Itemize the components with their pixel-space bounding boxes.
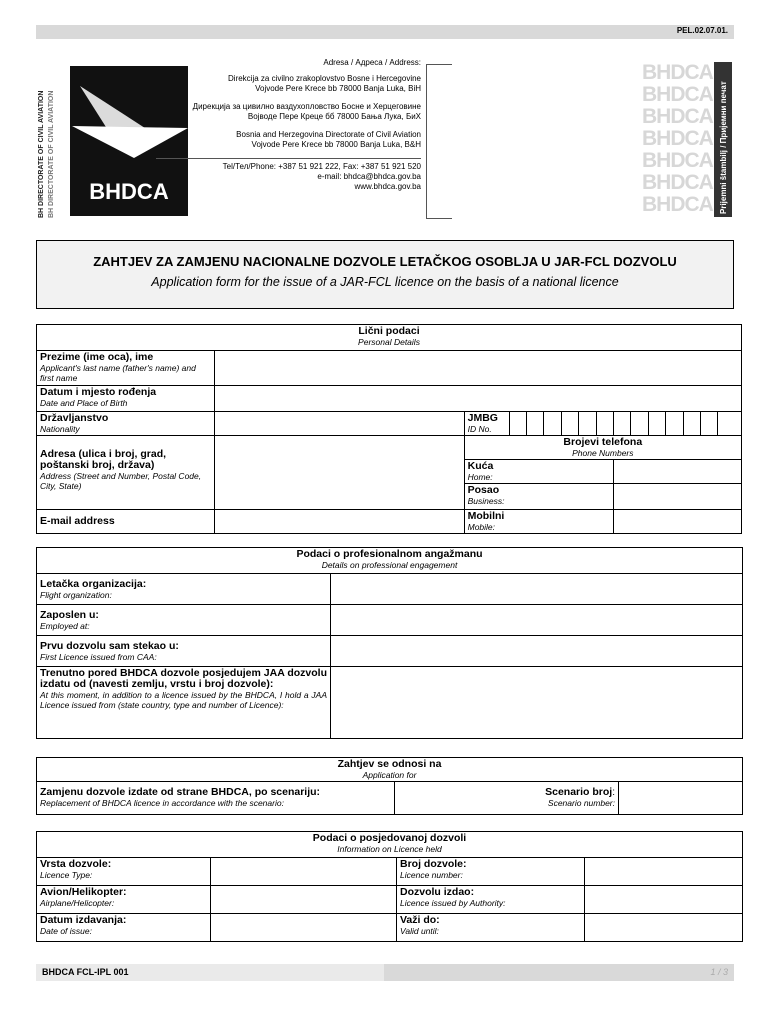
licence-number-label: Broj dozvole: Licence number: <box>397 858 585 886</box>
licence-held-table <box>36 831 743 942</box>
employed-field[interactable] <box>331 605 743 636</box>
licence-type-field[interactable] <box>211 858 397 886</box>
first-licence-field[interactable] <box>331 636 743 667</box>
footer-page-number: 1 / 3 <box>710 967 728 977</box>
vertical-org-text-2: BH DIRECTORATE OF CIVIL AVIATION <box>48 90 55 218</box>
vertical-org-name-2 <box>48 68 70 218</box>
jmbg-digit-13[interactable] <box>718 412 742 436</box>
address-sr-line2: Војводе Пере Креце бб 78000 Бања Лука, БиХ <box>247 112 421 121</box>
email-label: E-mail address <box>37 510 215 534</box>
issued-by-label: Dozvolu izdao: Licence issued by Authority: <box>397 886 585 914</box>
personal-head-en: Personal Details <box>358 337 420 347</box>
top-bar <box>36 25 734 39</box>
personal-details-header <box>37 325 742 351</box>
application-table <box>36 757 743 815</box>
dob-field[interactable] <box>215 386 742 412</box>
employed-label: Zaposlen u: Employed at: <box>37 605 331 636</box>
address-divider <box>156 158 421 159</box>
address-sr-line1: Дирекција за цивилно ваздухопловство Босне и Херцеговине <box>192 102 421 111</box>
scenario-label: Scenario broj: Scenario number: <box>395 782 619 815</box>
jaa-licence-label: Trenutno pored BHDCA dozvole posjedujem JAA dozvolu izdatu od (navesti zemlju, vrstu i broj dozvole): At this moment, in addition to a licence issued by the BHDCA, I hold a JAA Licence issued from (state country, type and number of Licence): <box>37 667 331 739</box>
aircraft-label: Avion/Helikopter: Airplane/Helicopter: <box>37 886 211 914</box>
address-en-line1: Bosnia and Herzegovina Directorate of Civil Aviation <box>236 130 421 139</box>
jmbg-digit-10[interactable] <box>666 412 683 436</box>
first-licence-label: Prvu dozvolu sam stekao u: First Licence issued from CAA: <box>37 636 331 667</box>
jmbg-digit-5[interactable] <box>579 412 596 436</box>
jmbg-digit-7[interactable] <box>613 412 630 436</box>
licence-header: Podaci o posjedovanoj dozvoli Information on Licence held <box>37 832 743 858</box>
address-block <box>156 58 421 192</box>
address-phone: Tel/Тел/Phone: +387 51 921 222, Fax: +387 51 921 520 <box>222 162 421 171</box>
application-header: Zahtjev se odnosi na Application for <box>37 758 743 782</box>
form-title-box <box>36 240 734 309</box>
address-web: www.bhdca.gov.ba <box>354 182 421 191</box>
document-code: PEL.02.07.01. <box>676 26 728 35</box>
address-bs-line2: Vojvode Pere Krece bb 78000 Banja Luka, BiH <box>255 84 421 93</box>
home-phone-label: Kuća Home: <box>464 460 613 484</box>
mobile-phone-field[interactable] <box>613 510 741 534</box>
nationality-field[interactable] <box>215 412 465 436</box>
jmbg-digit-6[interactable] <box>596 412 613 436</box>
email-field[interactable] <box>215 510 465 534</box>
address-email: e-mail: bhdca@bhdca.gov.ba <box>317 172 421 181</box>
jmbg-label: JMBG ID No. <box>464 412 509 436</box>
jmbg-digit-9[interactable] <box>648 412 665 436</box>
jmbg-digit-2[interactable] <box>527 412 544 436</box>
valid-until-label: Važi do: Valid until: <box>397 914 585 942</box>
address-bracket <box>426 64 452 219</box>
jmbg-digit-4[interactable] <box>561 412 578 436</box>
business-phone-label: Posao Business: <box>464 484 613 510</box>
flight-org-label: Letačka organizacija: Flight organization: <box>37 574 331 605</box>
business-phone-field[interactable] <box>613 484 741 510</box>
vertical-org-text: BH DIRECTORATE OF CIVIL AVIATION <box>38 90 45 218</box>
professional-table <box>36 547 743 739</box>
receipt-stamp-area <box>642 62 732 217</box>
stamp-watermark: BHDCA BHDCA BHDCA BHDCA BHDCA BHDCA BHDCA <box>642 61 713 216</box>
jmbg-digit-3[interactable] <box>544 412 561 436</box>
jmbg-digit-1[interactable] <box>509 412 526 436</box>
address-label: Adresa (ulica i broj, grad, poštanski broj, država) Address (Street and Number, Postal Code, City, State) <box>37 436 215 510</box>
surname-field[interactable] <box>215 351 742 386</box>
address-en-line2: Vojvode Pere Krece bb 78000 Banja Luka, B&H <box>251 140 421 149</box>
footer-bar <box>36 964 734 981</box>
jmbg-digit-12[interactable] <box>700 412 717 436</box>
issued-by-field[interactable] <box>585 886 743 914</box>
jmbg-digit-11[interactable] <box>683 412 700 436</box>
form-subtitle: Application form for the issue of a JAR-FCL licence on the basis of a national licence <box>151 275 619 289</box>
licence-type-label: Vrsta dozvole: Licence Type: <box>37 858 211 886</box>
mobile-phone-label: Mobilni Mobile: <box>464 510 613 534</box>
personal-head: Lični podaci <box>358 325 420 337</box>
home-phone-field[interactable] <box>613 460 741 484</box>
address-bs-line1: Direkcija za civilno zrakoplovstvo Bosne i Hercegovine <box>228 74 421 83</box>
footer-form-code: BHDCA FCL-IPL 001 <box>36 964 384 981</box>
dob-label: Datum i mjesto rođenja Date and Place of Birth <box>37 386 215 412</box>
scenario-field[interactable] <box>619 782 743 815</box>
form-title: ZAHTJEV ZA ZAMJENU NACIONALNE DOZVOLE LETAČKOG OSOBLJA U JAR-FCL DOZVOLU <box>93 254 677 269</box>
letterhead <box>36 58 734 223</box>
jmbg-digit-8[interactable] <box>631 412 648 436</box>
licence-number-field[interactable] <box>585 858 743 886</box>
address-title: Adresa / Адреса / Address: <box>323 58 421 67</box>
aircraft-field[interactable] <box>211 886 397 914</box>
date-issue-field[interactable] <box>211 914 397 942</box>
date-issue-label: Datum izdavanja: Date of issue: <box>37 914 211 942</box>
phones-header: Brojevi telefona Phone Numbers <box>464 436 741 460</box>
jaa-licence-field[interactable] <box>331 667 743 739</box>
logo-text: BHDCA <box>89 179 169 204</box>
nationality-label: Državljanstvo Nationality <box>37 412 215 436</box>
flight-org-field[interactable] <box>331 574 743 605</box>
replacement-label: Zamjenu dozvole izdate od strane BHDCA, po scenariju: Replacement of BHDCA licence in accordance with the scenario: <box>37 782 395 815</box>
valid-until-field[interactable] <box>585 914 743 942</box>
address-field[interactable] <box>215 436 465 510</box>
professional-header: Podaci o profesionalnom angažmanu Details on professional engagement <box>37 548 743 574</box>
surname-label: Prezime (ime oca), ime Applicant's last name (father's name) and first name <box>37 351 215 386</box>
stamp-label: Prijemni štambilj / Пријемни печат <box>719 81 728 214</box>
personal-details-table <box>36 324 742 534</box>
stamp-label-bar <box>714 62 732 217</box>
